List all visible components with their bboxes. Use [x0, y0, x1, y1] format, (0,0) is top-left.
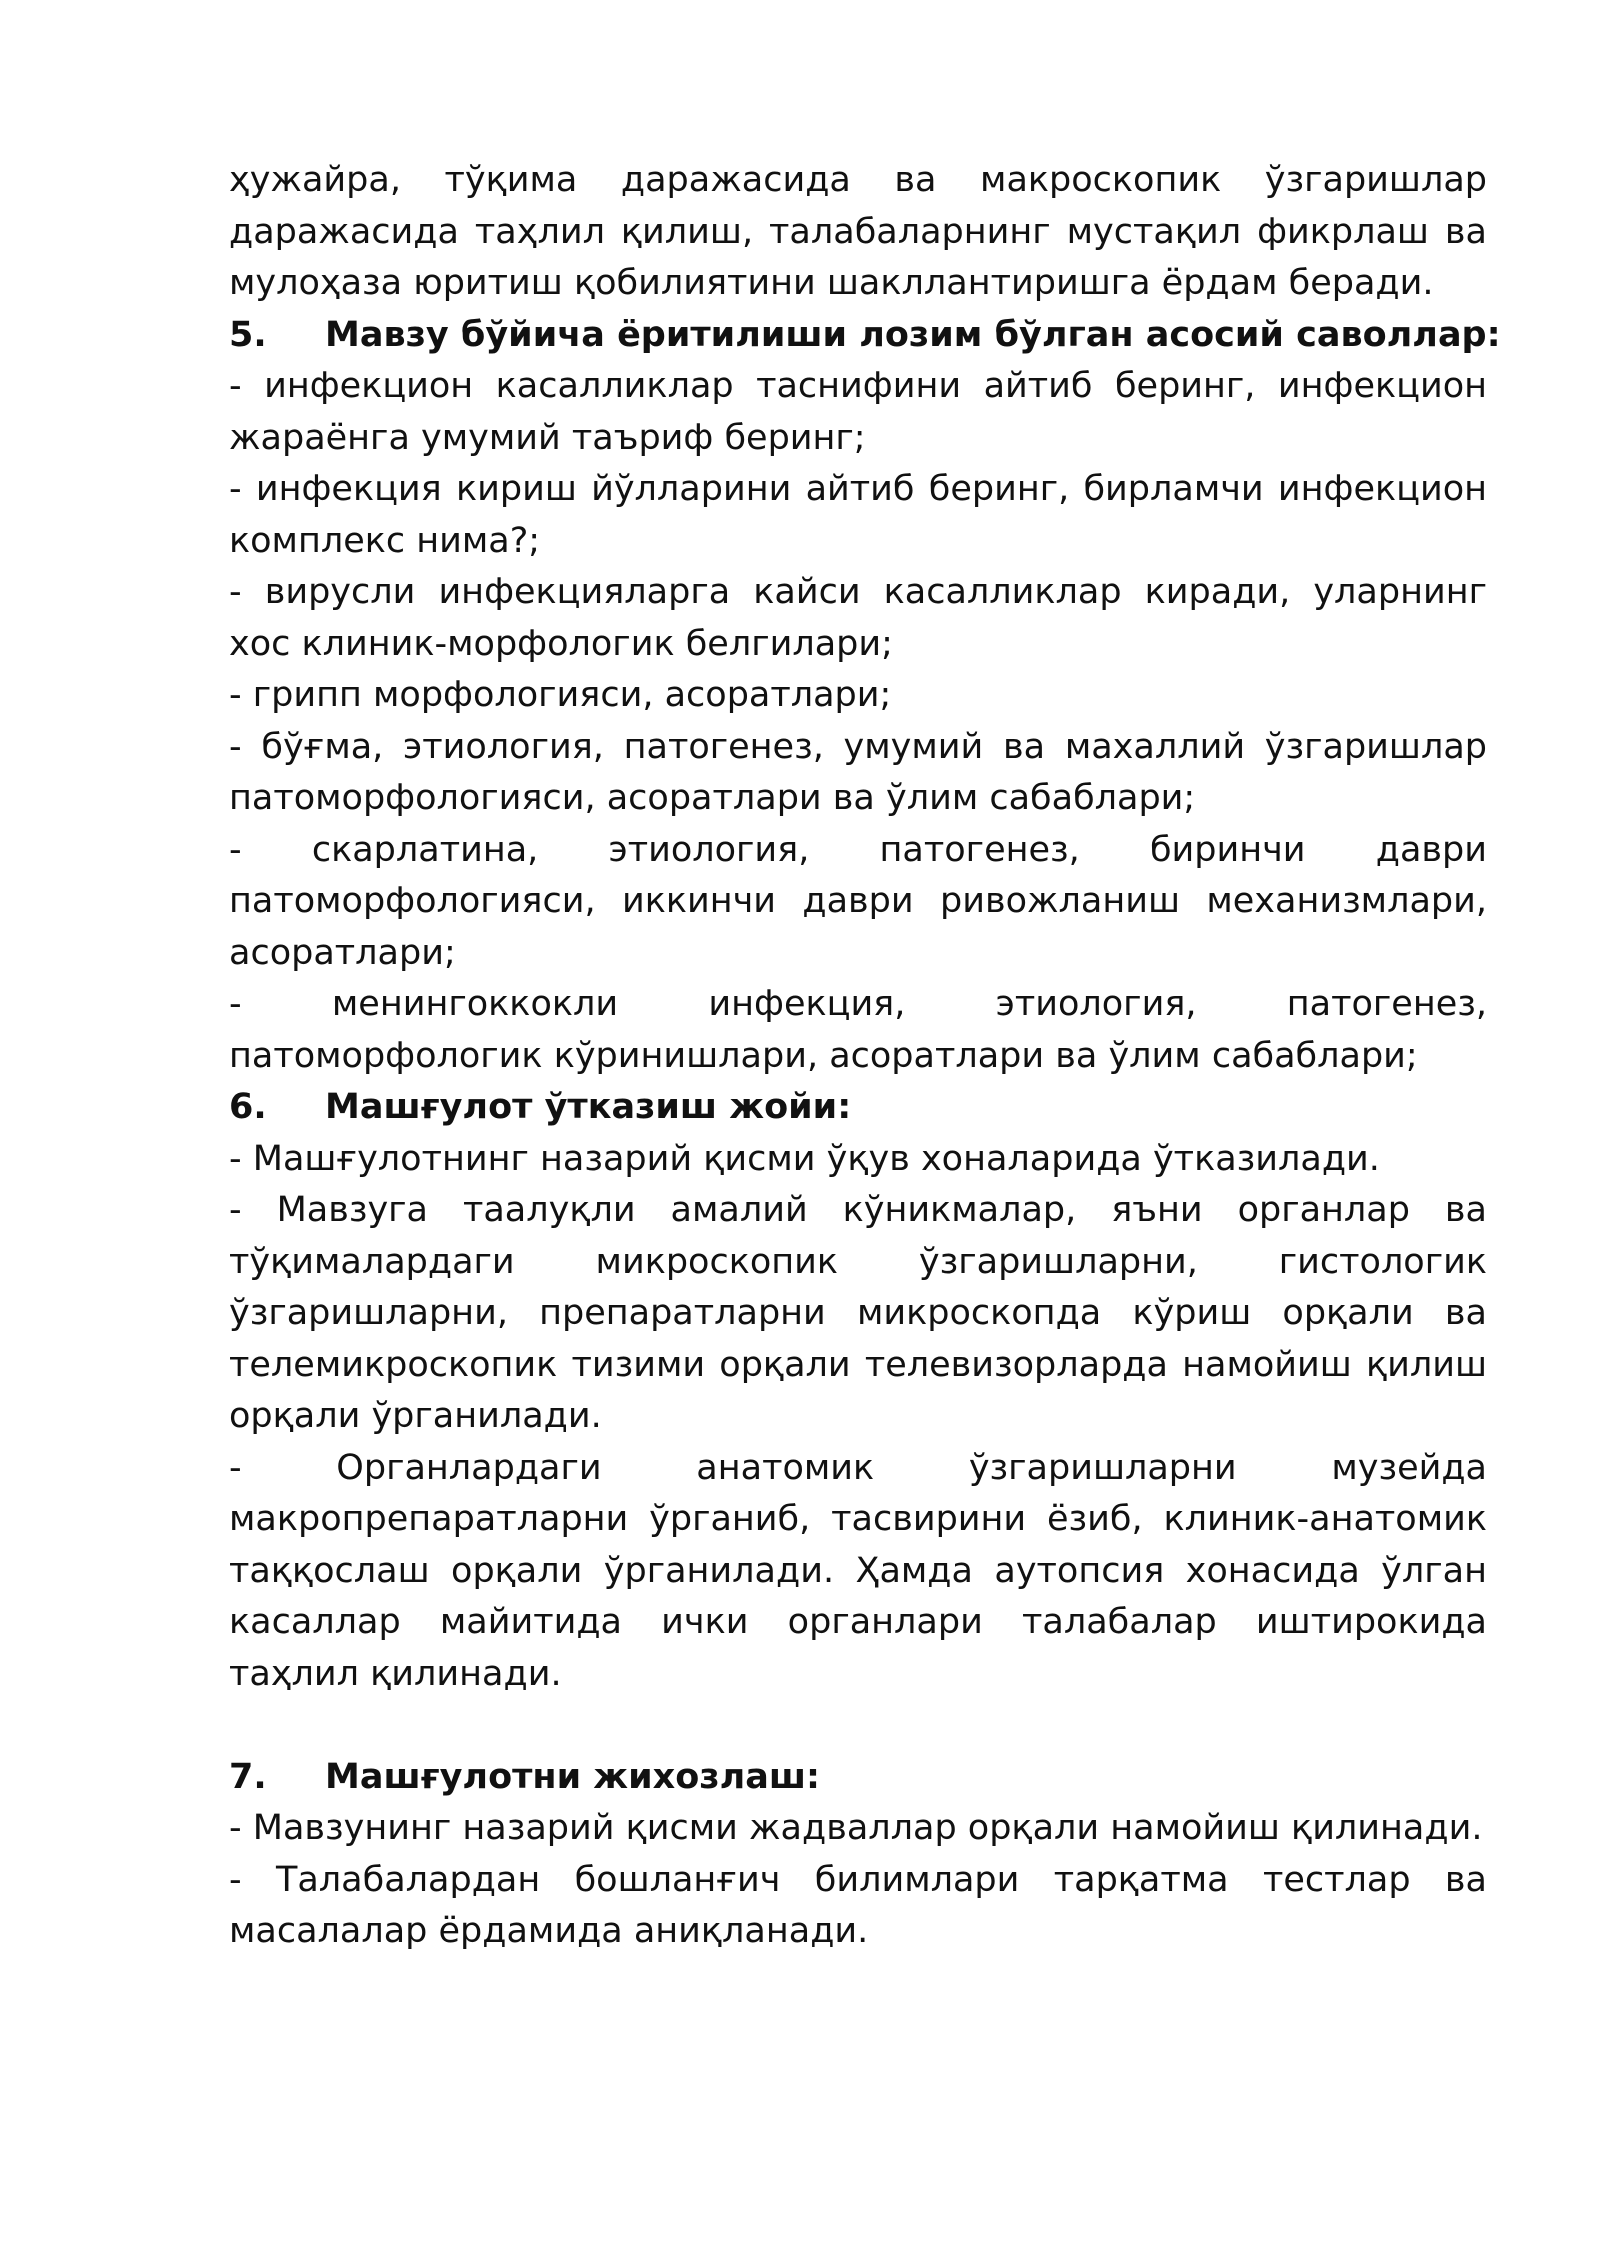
section-5-item: - бўғма, этиология, патогенез, умумий ва махаллий ўзгаришлар патоморфологияси, асоратлари ва ўлим сабаблари; [229, 726, 1487, 818]
intro-paragraph: ҳужайра, тўқима даражасида ва макроскопик ўзгаришлар даражасида таҳлил қилиш, талабаларнинг мустақил фикрлаш ва мулоҳаза юритиш қобилиятини шакллантиришга ёрдам беради. [229, 160, 1487, 303]
section-6-title: Машғулот ўтказиш жойи: [325, 1087, 852, 1127]
section-7-title: Машғулотни жихозлаш: [325, 1756, 821, 1797]
section-5-number: 5. [229, 314, 267, 355]
section-6-heading [229, 1082, 1487, 1134]
section-5-item: - вирусли инфекцияларга кайси касалликлар киради, уларнинг хос клиник-морфологик белгилари; [229, 572, 1487, 664]
section-5-item: - инфекция кириш йўлларини айтиб беринг, бирламчи инфекцион комплекс нима?; [229, 469, 1487, 561]
section-5-item: - грипп морфологияси, асоратлари; [229, 675, 892, 715]
section-7-item: - Мавзунинг назарий қисми жадваллар орқали намойиш қилинади. [229, 1808, 1483, 1848]
section-5-title: Мавзу бўйича ёритилиши лозим бўлган асосий саволлар: [325, 314, 1501, 355]
section-6-number: 6. [229, 1087, 267, 1127]
section-5-item: - скарлатина, этиология, патогенез, биринчи даври патоморфологияси, иккинчи даври ривожланиш механизмлари, асоратлари; [229, 829, 1487, 973]
blank-line [229, 1700, 1487, 1752]
section-6-item: - Машғулотнинг назарий қисми ўқув хоналарида ўтказилади. [229, 1138, 1380, 1179]
section-5-item: - инфекцион касалликлар таснифини айтиб беринг, инфекцион жараёнга умумий таъриф беринг; [229, 366, 1487, 458]
document-page [229, 155, 1501, 1958]
section-6-item: - Органлардаги анатомик ўзгаришларни музейда макропрепаратларни ўрганиб, тасвирини ёзиб, клиник-анатомик таққослаш орқали ўрганилади. Ҳамда аутопсия хонасида ўлган касаллар майитида ички органлари талабалар иштирокида таҳлил қилинади. [229, 1447, 1487, 1694]
section-5-heading [229, 310, 1501, 362]
section-7-heading [229, 1752, 1487, 1804]
section-7-number: 7. [229, 1756, 267, 1797]
section-6-item: - Мавзуга таалуқли амалий кўникмалар, яъни органлар ва тўқималардаги микроскопик ўзгаришларни, гистологик ўзгаришларни, препаратларни микроскопда кўриш орқали ва телемикроскопик тизими орқали телевизорларда намойиш қилиш орқали ўрганилади. [229, 1190, 1487, 1436]
section-5-item: - менингоккокли инфекция, этиология, патогенез, патоморфологик кўринишлари, асоратлари ва ўлим сабаблари; [229, 984, 1487, 1076]
section-7-item: - Талабалардан бошланғич билимлари тарқатма тестлар ва масалалар ёрдамида аниқланади. [229, 1859, 1487, 1951]
